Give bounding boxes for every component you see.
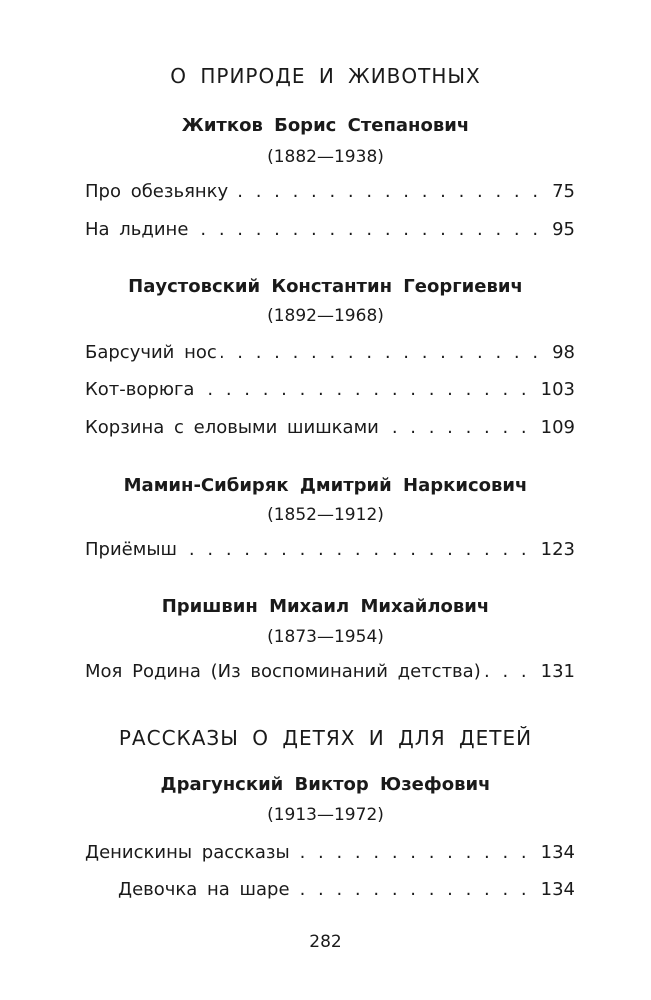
toc-entry[interactable] <box>85 177 575 207</box>
page-number: 282 <box>309 932 342 952</box>
entry-page: 75 <box>552 181 575 202</box>
dot-leader <box>383 413 531 443</box>
entry-title: Барсучий нос <box>85 342 217 363</box>
toc-entry[interactable] <box>85 413 575 443</box>
entry-title: Корзина с еловыми шишками <box>85 417 379 438</box>
dot-leader <box>192 215 542 245</box>
author-name: Паустовский Константин Георгиевич <box>128 276 523 297</box>
entry-page: 134 <box>540 879 575 900</box>
entry-page: 103 <box>540 379 575 400</box>
toc-entry[interactable] <box>85 535 575 565</box>
entry-title: Девочка на шаре <box>118 879 290 900</box>
author-years: (1882—1938) <box>267 147 384 167</box>
toc-entry[interactable] <box>85 375 575 405</box>
entry-page: 134 <box>540 842 575 863</box>
entry-page: 95 <box>552 219 575 240</box>
toc-entry[interactable] <box>85 338 575 368</box>
entry-page: 98 <box>552 342 575 363</box>
dot-leader <box>294 838 531 868</box>
toc-entry[interactable] <box>85 215 575 245</box>
dot-leader <box>232 177 542 207</box>
dot-leader <box>485 657 531 687</box>
entry-page: 131 <box>540 661 575 682</box>
author-name: Мамин-Сибиряк Дмитрий Наркисович <box>123 475 528 496</box>
section-title: О ПРИРОДЕ И ЖИВОТНЫХ <box>170 64 481 88</box>
toc-entry[interactable] <box>85 657 575 687</box>
author-name: Драгунский Виктор Юзефович <box>160 774 491 795</box>
author-years: (1913—1972) <box>267 805 384 825</box>
entry-title: Приёмыш <box>85 539 177 560</box>
dot-leader <box>294 875 531 905</box>
toc-entry[interactable] <box>118 875 575 905</box>
entry-title: Про обезьянку <box>85 181 229 202</box>
author-name: Пришвин Михаил Михайлович <box>161 596 490 617</box>
toc-entry[interactable] <box>85 838 575 868</box>
entry-title: Моя Родина (Из воспоминаний детства) <box>85 661 481 682</box>
dot-leader <box>221 338 542 368</box>
dot-leader <box>198 375 530 405</box>
dot-leader <box>181 535 531 565</box>
section-title: РАССКАЗЫ О ДЕТЯХ И ДЛЯ ДЕТЕЙ <box>118 726 533 750</box>
entry-title: На льдине <box>85 219 189 240</box>
author-years: (1852—1912) <box>267 505 384 525</box>
entry-title: Денискины рассказы <box>85 842 290 863</box>
author-years: (1873—1954) <box>267 627 384 647</box>
entry-page: 123 <box>540 539 575 560</box>
author-name: Житков Борис Степанович <box>181 115 470 136</box>
entry-page: 109 <box>540 417 575 438</box>
author-years: (1892—1968) <box>267 306 384 326</box>
entry-title: Кот-ворюга <box>85 379 195 400</box>
